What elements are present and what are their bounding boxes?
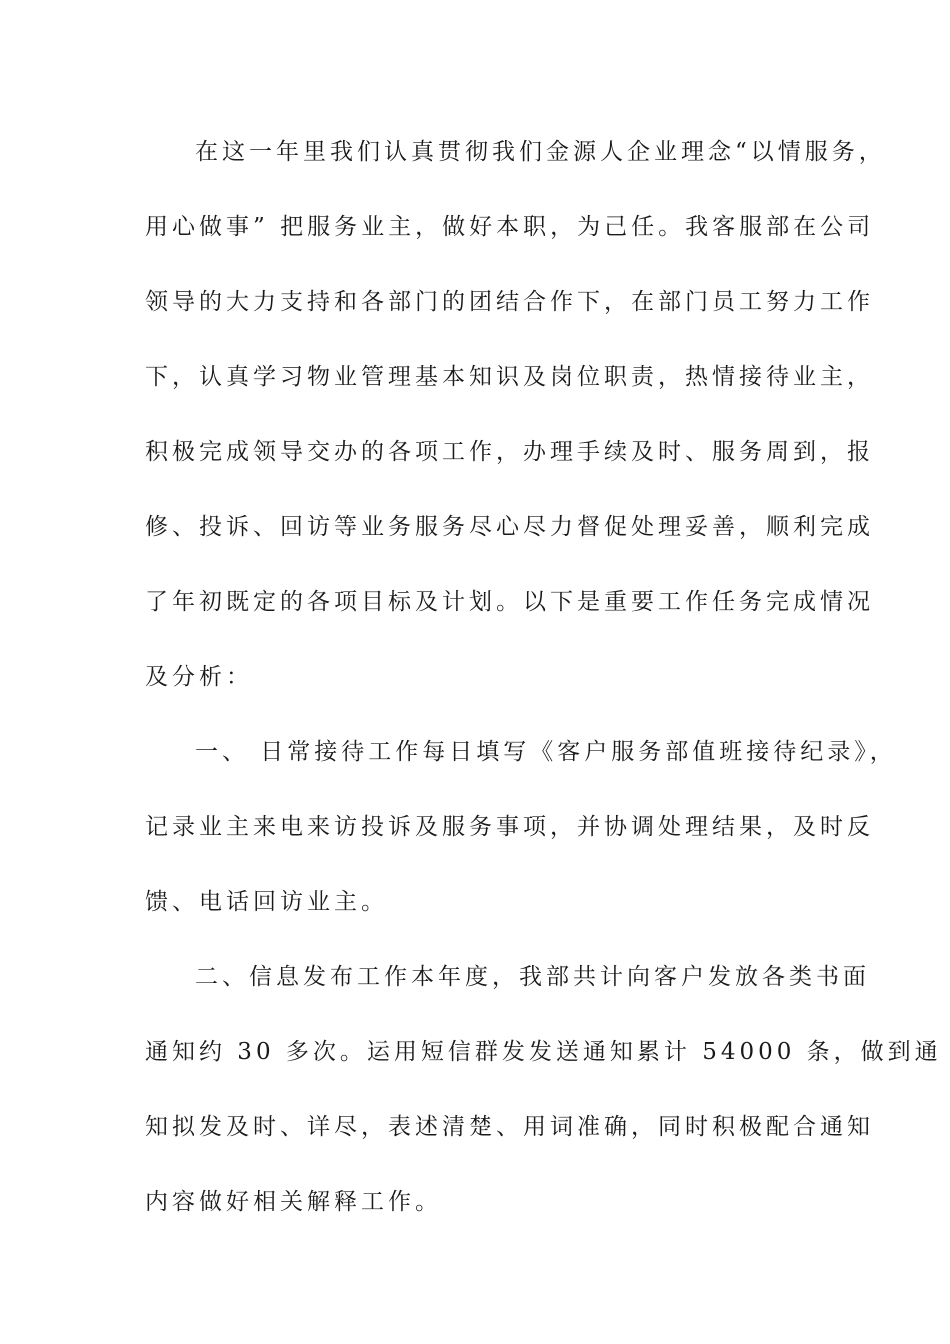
paragraph-1-line-5: 积极完成领导交办的各项工作，办理手续及时、服务周到，报: [145, 439, 874, 465]
paragraph-3-line-3: 知拟发及时、详尽，表述清楚、用词准确，同时积极配合通知: [145, 1114, 874, 1140]
paragraph-3-line-1: 二、信息发布工作本年度，我部共计向客户发放各类书面: [195, 964, 870, 990]
paragraph-3-line-4: 内容做好相关解释工作。: [145, 1189, 442, 1215]
paragraph-1-line-7: 了年初既定的各项目标及计划。以下是重要工作任务完成情况: [145, 589, 874, 615]
paragraph-1-line-2: 用心做事” 把服务业主，做好本职，为己任。我客服部在公司: [145, 214, 875, 240]
paragraph-1-line-6: 修、投诉、回访等业务服务尽心尽力督促处理妥善，顺利完成: [145, 514, 874, 540]
paragraph-2-line-2: 记录业主来电来访投诉及服务事项，并协调处理结果，及时反: [145, 814, 874, 840]
paragraph-3-line-2: 通知约 30 多次。运用短信群发发送通知累计 54000 条，做到通: [145, 1039, 942, 1065]
paragraph-1-line-1: 在这一年里我们认真贯彻我们金源人企业理念“以情服务，: [195, 139, 886, 165]
paragraph-2-line-1: 一、 日常接待工作每日填写《客户服务部值班接待纪录》，: [195, 739, 897, 765]
paragraph-1-line-3: 领导的大力支持和各部门的团结合作下，在部门员工努力工作: [145, 289, 874, 315]
paragraph-2-line-3: 馈、电话回访业主。: [145, 889, 388, 915]
paragraph-1-line-4: 下，认真学习物业管理基本知识及岗位职责，热情接待业主，: [145, 364, 874, 390]
paragraph-1-line-8: 及分析：: [145, 664, 253, 690]
